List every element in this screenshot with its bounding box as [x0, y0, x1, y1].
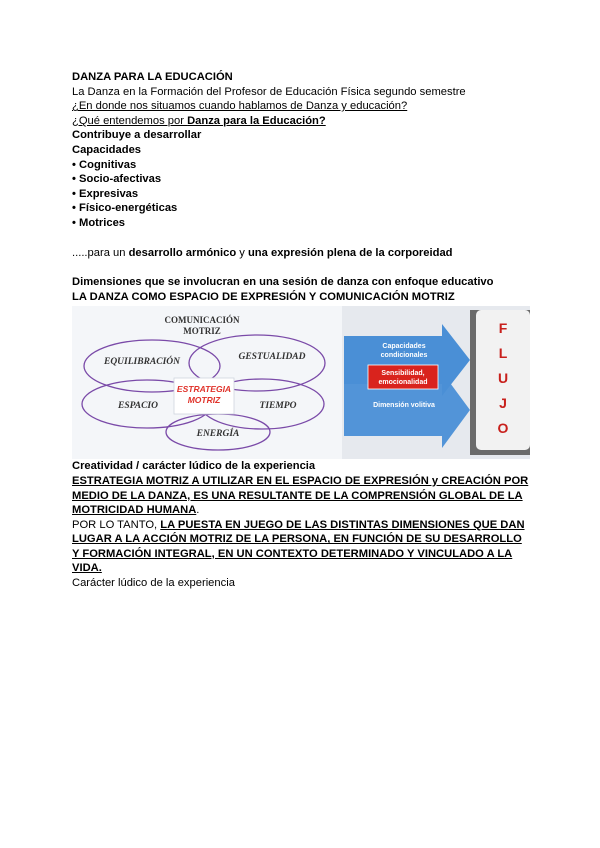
- label-capacidades-2: condicionales: [380, 352, 428, 360]
- therefore-prefix: POR LO TANTO,: [72, 518, 161, 531]
- label-equilibracion: EQUILIBRACIÓN: [103, 357, 181, 368]
- label-comunicacion-1: COMUNICACIÓN: [164, 315, 240, 326]
- question-1: ¿En donde nos situamos cuando hablamos de Danza y educación?: [72, 100, 408, 113]
- capacity-item: • Motrices: [72, 216, 126, 229]
- flujo-letter: L: [498, 345, 508, 362]
- page-title: DANZA PARA LA EDUCACIÓN: [72, 71, 233, 83]
- dimensions-heading: Dimensiones que se involucran en una sesión de danza con enfoque educativo: [72, 276, 494, 289]
- closing-line: Carácter lúdico de la experiencia: [72, 577, 235, 590]
- flujo-letter: F: [498, 320, 508, 337]
- label-energia: ENERGÍA: [196, 429, 240, 440]
- therefore-paragraph: [72, 518, 532, 576]
- label-dimension-volitiva: Dimensión volitiva: [373, 402, 435, 410]
- capacity-item: • Cognitivas: [72, 158, 137, 171]
- purpose-mid: y: [236, 246, 248, 259]
- capacity-item: • Expresivas: [72, 187, 139, 200]
- label-gestualidad: GESTUALIDAD: [238, 352, 306, 363]
- strategy-paragraph: [72, 474, 532, 518]
- flujo-letter: O: [497, 420, 509, 437]
- label-comunicacion-2: MOTRIZ: [183, 326, 221, 337]
- therefore-text: LA PUESTA EN JUEGO DE LAS DISTINTAS DIMENSIONES QUE DAN LUGAR A LA ACCIÓN MOTRIZ DE LA PERSONA, EN FUNCIÓN DE SU DESARROLLO Y FORMACIÓN INTEGRAL, EN UN CONTEXTO DETERMINADO Y VINCULADO A LA VIDA.: [72, 518, 525, 575]
- strategy-text: ESTRATEGIA MOTRIZ A UTILIZAR EN EL ESPACIO DE EXPRESIÓN y CREACIÓN POR MEDIO DE LA DANZA, ES UNA RESULTANTE DE LA COMPRENSIÓN GLOBAL DE LA MOTRICIDAD HUMANA: [72, 474, 529, 517]
- question-2-prefix: ¿Qué entendemos por: [72, 114, 188, 127]
- dimensions-subheading: LA DANZA COMO ESPACIO DE EXPRESIÓN Y COMUNICACIÓN MOTRIZ: [72, 290, 455, 303]
- flujo-letter: J: [499, 395, 507, 412]
- purpose-bold-1: desarrollo armónico: [128, 246, 237, 259]
- diagram-svg: [72, 306, 530, 459]
- label-sensibilidad-1: Sensibilidad,: [381, 370, 425, 378]
- purpose-prefix: .....para un: [72, 246, 129, 259]
- purpose-line: [72, 246, 532, 261]
- creativity-heading: Creatividad / carácter lúdico de la experiencia: [72, 460, 316, 473]
- label-estrategia-1: ESTRATEGIA: [176, 384, 232, 395]
- document-page: [72, 70, 532, 591]
- dimensions-diagram: [72, 306, 530, 459]
- subtitle: La Danza en la Formación del Profesor de Educación Física segundo semestre: [72, 85, 466, 98]
- capacity-item: • Físico-energéticas: [72, 202, 178, 215]
- label-estrategia-2: MOTRIZ: [187, 395, 221, 406]
- strategy-end: .: [196, 504, 200, 517]
- label-capacidades-1: Capacidades: [382, 343, 426, 351]
- capacities-heading: Capacidades: [72, 143, 142, 156]
- contributes-heading: Contribuye a desarrollar: [72, 129, 202, 142]
- capacity-item: • Socio-afectivas: [72, 173, 162, 186]
- question-2-bold: Danza para la Educación?: [187, 114, 326, 127]
- question-2: [72, 114, 532, 129]
- label-tiempo: TIEMPO: [259, 401, 297, 412]
- flujo-letter: U: [497, 370, 509, 387]
- purpose-bold-2: una expresión plena de la corporeidad: [247, 246, 453, 259]
- label-espacio: ESPACIO: [118, 401, 158, 412]
- label-sensibilidad-2: emocionalidad: [378, 379, 428, 387]
